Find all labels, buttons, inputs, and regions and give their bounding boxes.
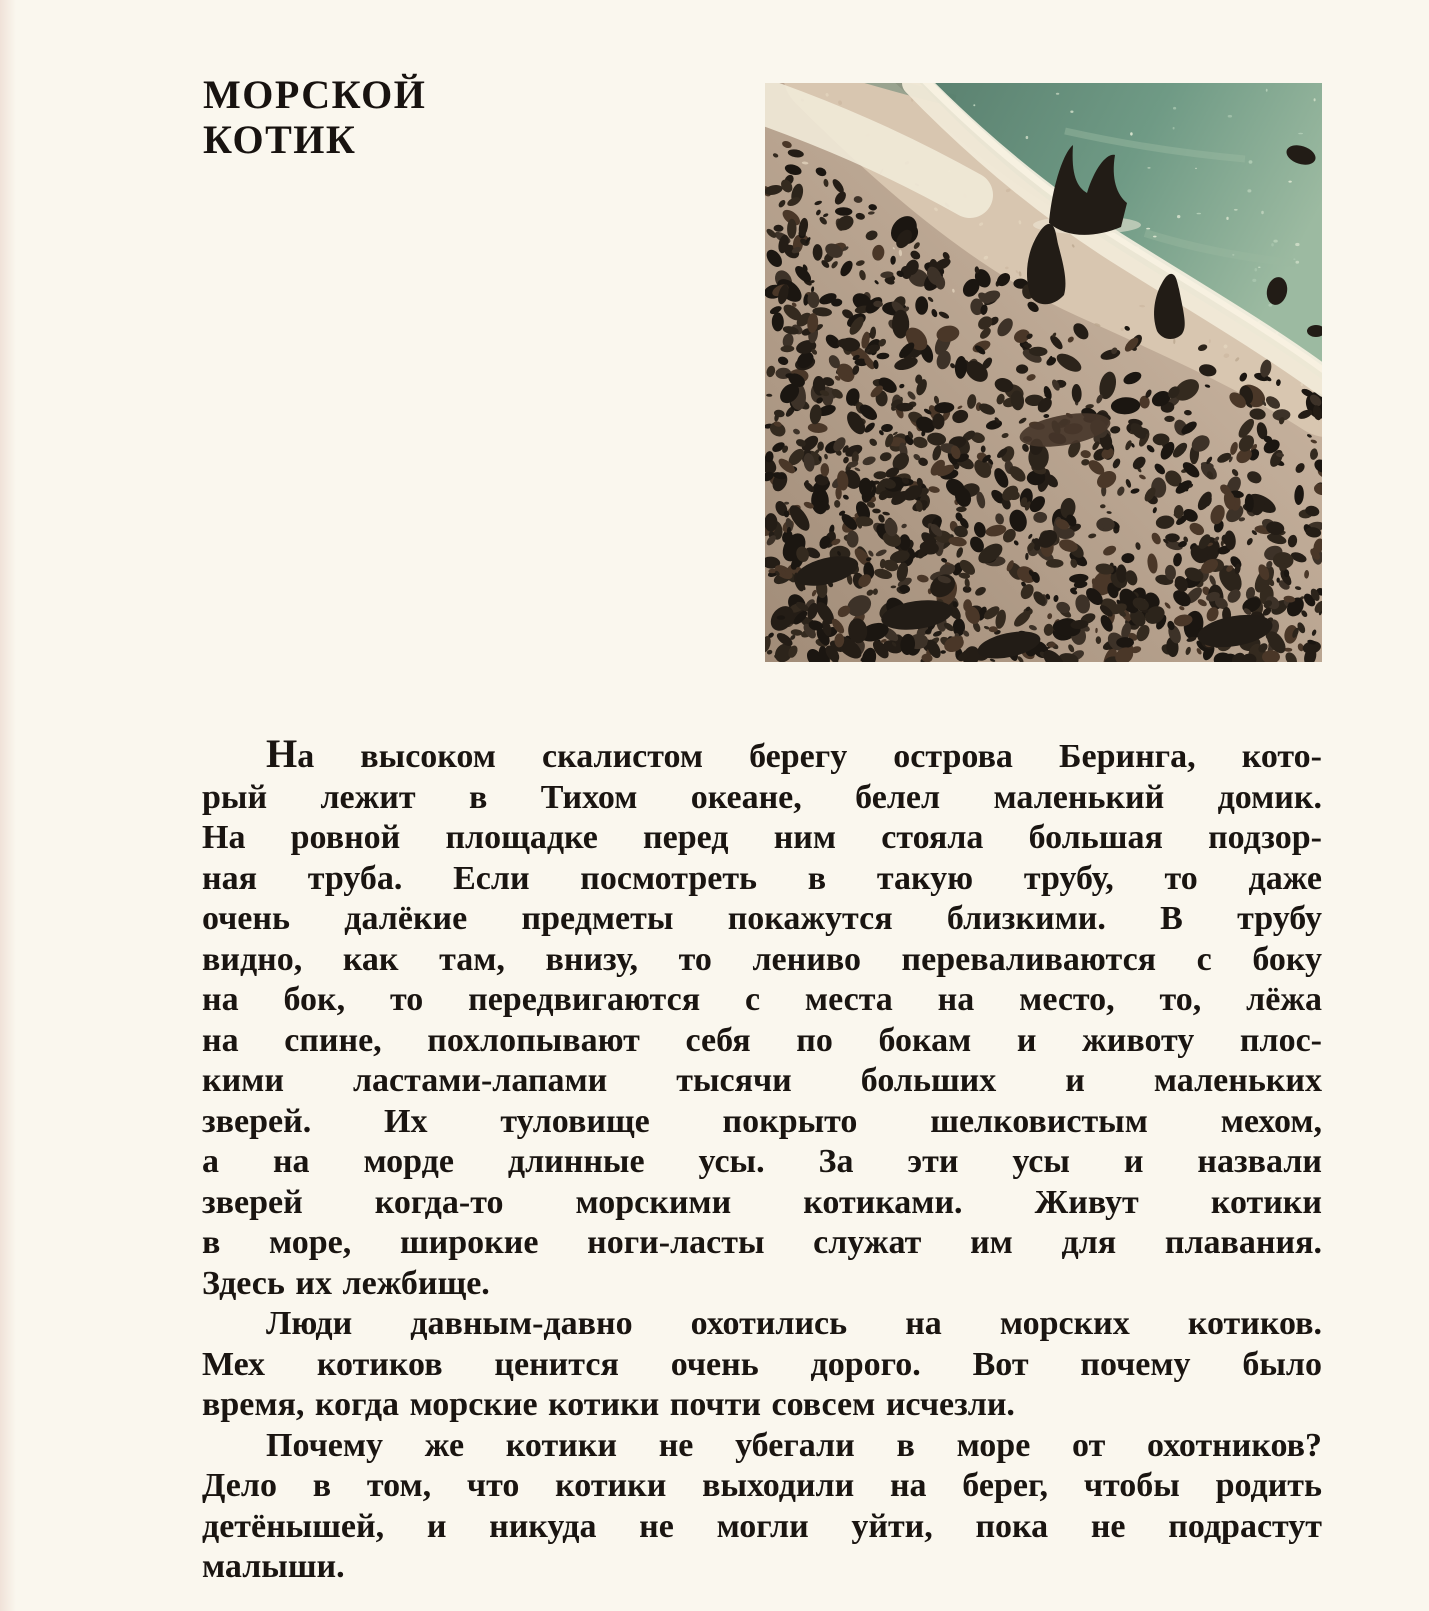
paragraph <box>202 1304 1322 1426</box>
text-line: малыши. <box>202 1548 345 1585</box>
page-title <box>203 72 426 162</box>
text-line: на бок, то передвигаются с места на место, то, лёжа <box>202 981 1322 1018</box>
text-line: а на морде длинные усы. За эти усы и назвали <box>202 1143 1322 1180</box>
text-line: кими ластами-лапами тысячи больших и маленьких <box>202 1062 1322 1099</box>
text-line: на спине, похлопывают себя по бокам и животу плос- <box>202 1021 1322 1059</box>
text-line: зверей когда-то морскими котиками. Живут котики <box>202 1183 1322 1221</box>
text-line: зверей. Их туловище покрыто шелковистым мехом, <box>202 1102 1322 1140</box>
text-line: На высоком скалистом берегу острова Беринга, кото- <box>266 731 1322 776</box>
text-line: очень далёкие предметы покажутся близкими. В трубу <box>202 900 1322 937</box>
text-line: видно, как там, внизу, то лениво переваливаются с боку <box>202 940 1322 978</box>
text-line: Дело в том, что котики выходили на берег, чтобы родить <box>202 1467 1322 1504</box>
text-line: Почему же котики не убегали в море от охотников? <box>266 1426 1322 1464</box>
text-line: Мех котиков ценится очень дорого. Вот почему было <box>202 1345 1322 1383</box>
text-line: Здесь их лежбище. <box>202 1264 490 1302</box>
text-line: рый лежит в Тихом океане, белел маленький домик. <box>202 778 1322 816</box>
text-line: в море, широкие ноги-ласты служат им для плавания. <box>202 1224 1322 1261</box>
paragraph <box>202 731 1322 1304</box>
text-line: детёнышей, и никуда не могли уйти, пока не подрастут <box>202 1507 1322 1545</box>
title-line-2: КОТИК <box>203 117 357 162</box>
text-line: Люди давным-давно охотились на морских котиков. <box>266 1305 1322 1342</box>
body-text <box>202 731 1322 1588</box>
rookery-photo <box>765 83 1322 662</box>
paragraph <box>202 1426 1322 1588</box>
scan-edge-tint <box>0 0 16 1611</box>
title-line-1: МОРСКОЙ <box>203 72 427 117</box>
text-line: ная труба. Если посмотреть в такую трубу, то даже <box>202 859 1322 897</box>
text-line: время, когда морские котики почти совсем исчезли. <box>202 1386 1015 1423</box>
rookery-photo-image <box>765 83 1322 662</box>
text-line: На ровной площадке перед ним стояла большая подзор- <box>202 819 1322 856</box>
